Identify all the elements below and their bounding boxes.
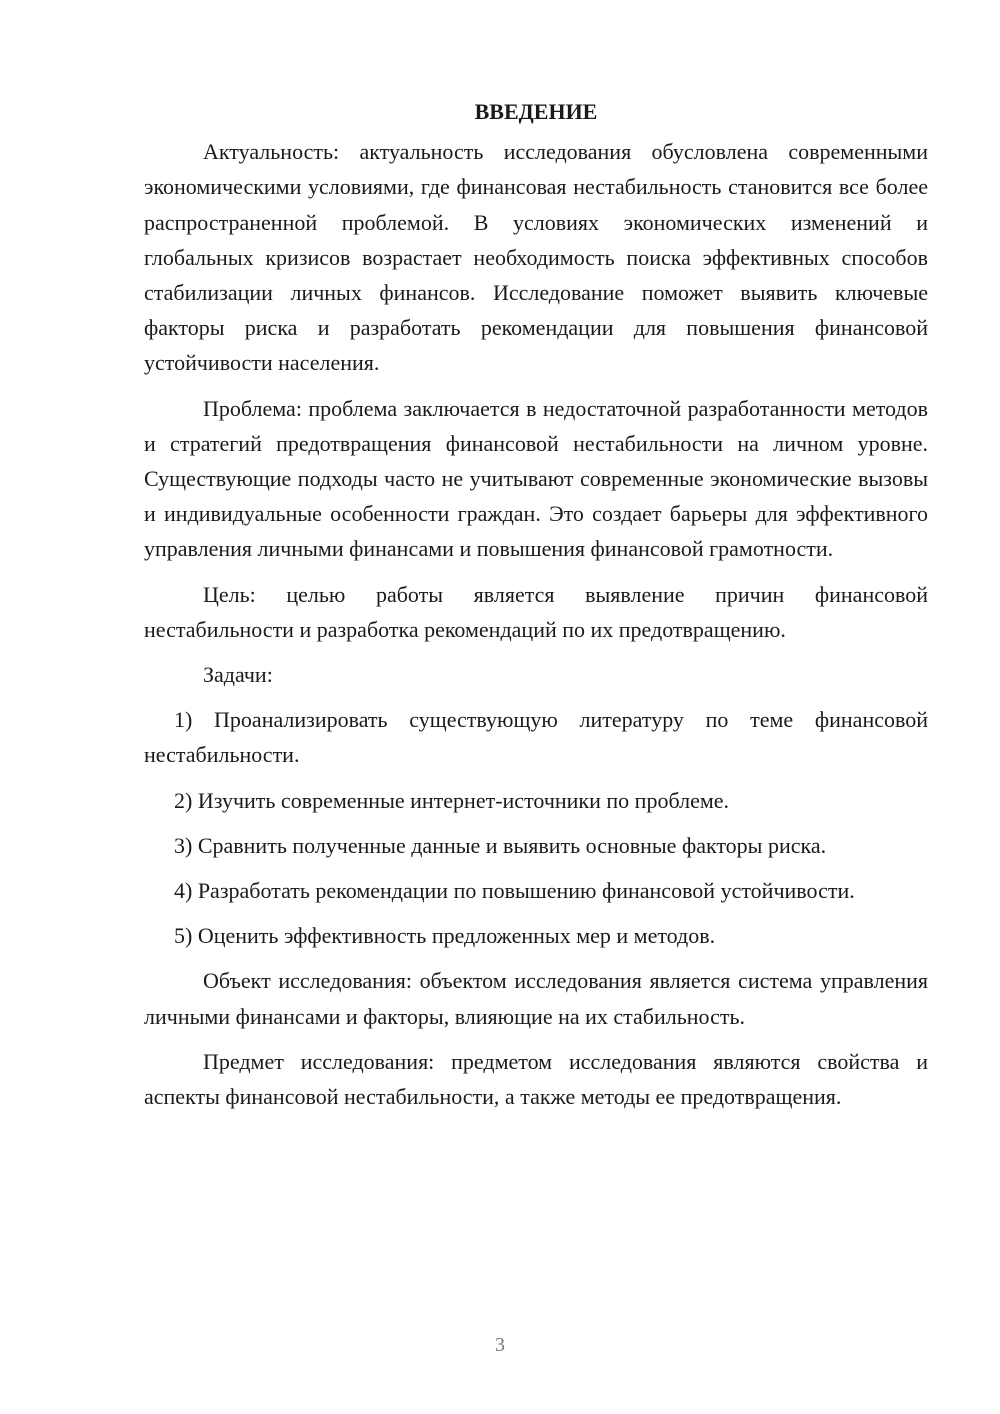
tasks-label: Задачи:	[203, 662, 273, 688]
paragraph-goal: Цель: целью работы является выявление причин финансовой нестабильности и разработка рекомендаций по их предотвращению.	[144, 581, 928, 642]
task-item-1: 1) Проанализировать существующую литературу по теме финансовой нестабильности.	[144, 707, 928, 768]
task-item-2: 2) Изучить современные интернет-источники по проблеме.	[174, 787, 730, 813]
paragraph-problem: Проблема: проблема заключается в недостаточной разработанности методов и стратегий предотвращения финансовой нестабильности на личном уровне. Существующие подходы часто не учитывают современные экономические вызовы и индивидуальные особенности граждан. Это создает барьеры для эффективного управления личными финансами и повышения финансовой грамотности.	[144, 395, 928, 562]
document-body	[144, 94, 928, 1124]
paragraph-subject: Предмет исследования: предметом исследования являются свойства и аспекты финансовой нестабильности, а также методы ее предотвращения.	[144, 1048, 928, 1110]
paragraph-relevance: Актуальность: актуальность исследования обусловлена современными экономическими условиями, где финансовая нестабильность становится все более распространенной проблемой. В условиях экономических изменений и глобальных кризисов возрастает необходимость поиска эффективных способов стабилизации личных финансов. Исследование поможет выявить ключевые факторы риска и разработать рекомендации для повышения финансовой устойчивости населения.	[144, 139, 928, 376]
task-item-4: 4) Разработать рекомендации по повышению финансовой устойчивости.	[174, 878, 855, 904]
page-title: ВВЕДЕНИЕ	[474, 99, 598, 124]
page-number: 3	[495, 1334, 505, 1356]
task-item-3: 3) Сравнить полученные данные и выявить основные факторы риска.	[174, 832, 827, 858]
task-item-5: 5) Оценить эффективность предложенных мер и методов.	[174, 923, 716, 949]
paragraph-object: Объект исследования: объектом исследования является система управления личными финансами и факторы, влияющие на их стабильность.	[144, 968, 928, 1029]
